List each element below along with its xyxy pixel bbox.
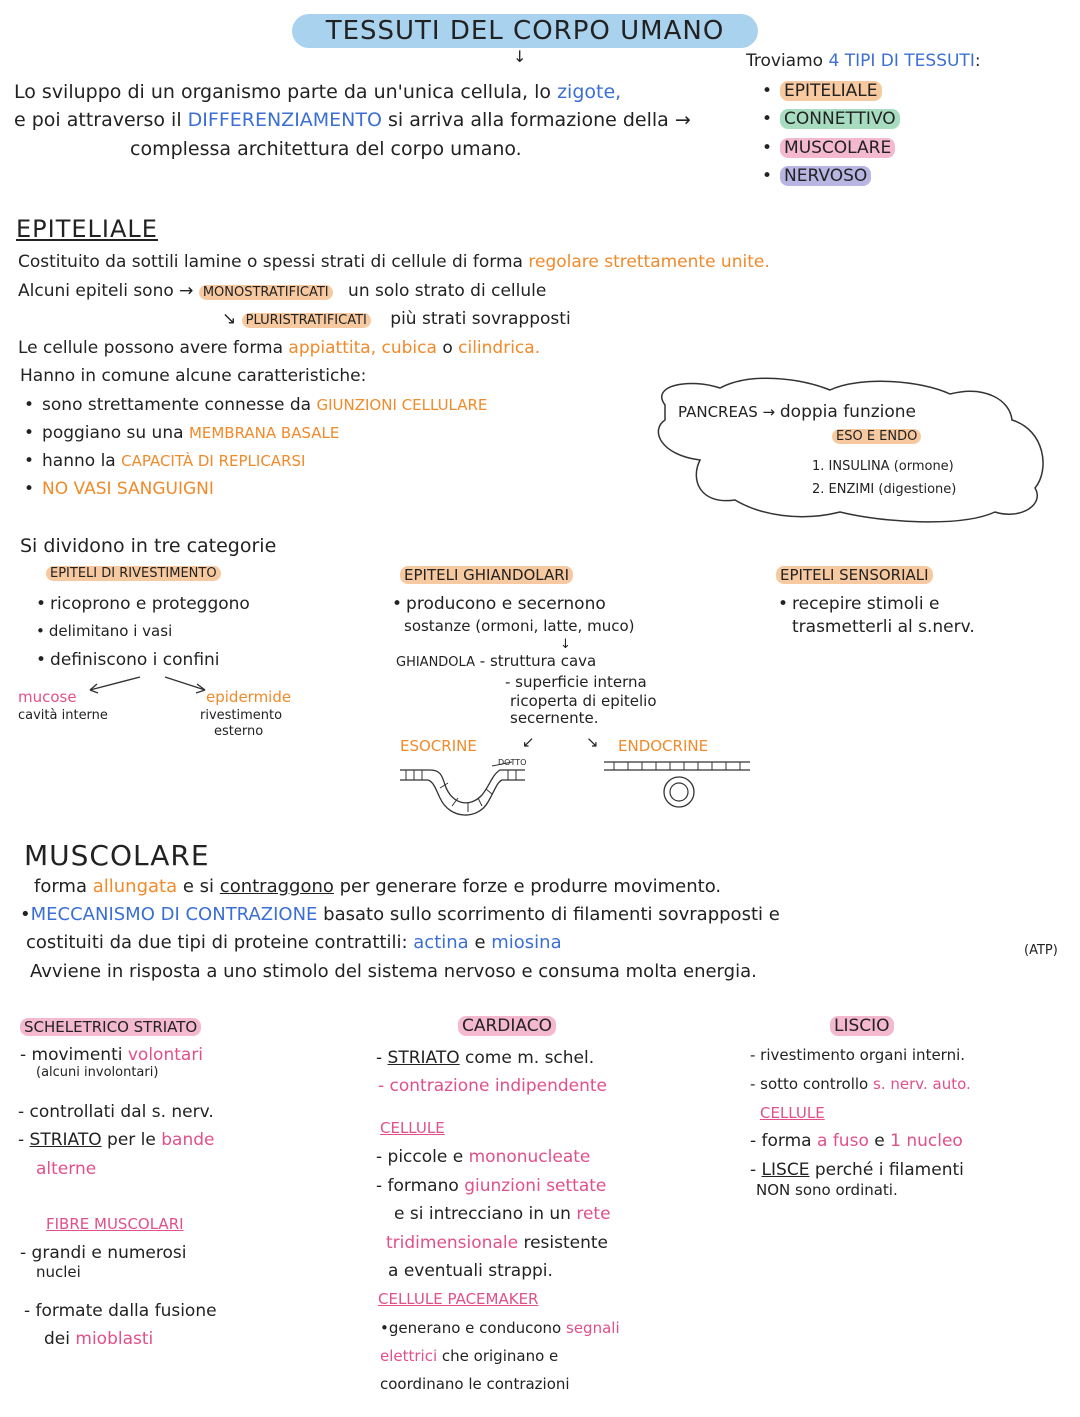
pancreas-title: PANCREAS → doppia funzione xyxy=(678,402,917,422)
rivestimento-item-3: • definiscono i confini xyxy=(36,650,220,670)
caratteristica-2: • poggiano su una MEMBRANA BASALE xyxy=(24,423,340,443)
pancreas-item-1: 1. INSULINA (ormone) xyxy=(812,459,954,474)
ghiandolari-heading: EPITELI GHIANDOLARI xyxy=(400,567,573,584)
cardiaco-item-1: - STRIATO come m. schel. xyxy=(376,1048,595,1068)
sensoriali-item-2: trasmetterli al s.nerv. xyxy=(792,617,975,637)
liscio-cellule-2: - LISCE perché i filamenti xyxy=(750,1160,964,1180)
scheletrico-item-3e: alterne xyxy=(36,1159,97,1179)
fibre-item-2b: dei mioblasti xyxy=(44,1329,154,1349)
fibre-item-1b: nuclei xyxy=(36,1263,81,1281)
atp-note: (ATP) xyxy=(1024,943,1058,958)
muscolare-heading: MUSCOLARE xyxy=(24,839,210,872)
epidermide-label: epidermide xyxy=(206,688,292,706)
rivestimento-item-2: • delimitano i vasi xyxy=(36,622,173,640)
arrow-icon: → xyxy=(179,281,199,301)
rivestimento-heading: EPITELI DI RIVESTIMENTO xyxy=(46,567,221,582)
epiteliale-heading: EPITELIALE xyxy=(16,215,158,243)
arrow-icon: ↘ xyxy=(586,733,599,751)
caratteristica-3: • hanno la CAPACITÀ DI REPLICARSI xyxy=(24,451,306,471)
alcuni-epiteli: Alcuni epiteli sono → MONOSTRATIFICATI un solo strato di cellule xyxy=(18,281,547,301)
cardiaco-cellule-heading: CELLULE xyxy=(380,1119,445,1137)
fibre-item-1: - grandi e numerosi xyxy=(20,1243,187,1263)
ghiandolari-item-1b: sostanze (ormoni, latte, muco) xyxy=(404,617,635,635)
cardiaco-item-2: - contrazione indipendente xyxy=(378,1076,608,1096)
epidermide-desc-1: rivestimento xyxy=(200,708,283,723)
pacemaker-heading: CELLULE PACEMAKER xyxy=(378,1290,539,1308)
type-nervoso: • NERVOSO xyxy=(762,167,871,187)
liscio-item-2: - sotto controllo s. nerv. auto. xyxy=(750,1075,971,1093)
muscolare-line-2: •MECCANISMO DI CONTRAZIONE basato sullo scorrimento di filamenti sovrapposti e xyxy=(20,904,780,925)
ghiandola-line: GHIANDOLA - struttura cava xyxy=(396,652,597,670)
zigote-term: zigote, xyxy=(557,81,622,103)
fibre-item-2: - formate dalla fusione xyxy=(24,1301,217,1321)
intro-line-3: complessa architettura del corpo umano. xyxy=(130,138,522,160)
intro-line-1: Lo sviluppo di un organismo parte da un'unica cellula, lo zigote, xyxy=(14,81,622,103)
liscio-heading: LISCIO xyxy=(830,1017,894,1037)
cardiaco-cellule-4: tridimensionale resistente xyxy=(386,1233,608,1253)
liscio-cellule-heading: CELLULE xyxy=(760,1104,825,1122)
arrow-icon: ↘ xyxy=(222,309,242,329)
mucose-label: mucose xyxy=(18,688,77,706)
right-arrow-icon: → xyxy=(674,109,691,131)
scheletrico-heading: SCHELETRICO STRIATO xyxy=(20,1019,201,1036)
endocrine-label: ENDOCRINE xyxy=(618,737,709,755)
scheletrico-item-1c: (alcuni involontari) xyxy=(36,1065,159,1080)
intro-line-2: e poi attraverso il DIFFERENZIAMENTO si arriva alla formazione della → xyxy=(14,109,691,131)
down-arrow-icon: ↓ xyxy=(560,637,571,652)
forma-line: Le cellule possono avere forma appiattita, cubica o cilindrica. xyxy=(18,338,541,358)
cardiaco-cellule-1: - piccole e mononucleate xyxy=(376,1147,591,1167)
rivestimento-item-1: • ricoprono e proteggono xyxy=(36,594,250,614)
muscolare-line-4: Avviene in risposta a uno stimolo del sistema nervoso e consuma molta energia. xyxy=(30,961,757,982)
type-connettivo: • CONNETTIVO xyxy=(762,110,900,130)
arrow-icon: → xyxy=(762,403,776,421)
caratteristica-4: • NO VASI SANGUIGNI xyxy=(24,479,214,499)
scheletrico-item-1: - movimenti volontari xyxy=(20,1045,204,1065)
type-muscolare: • MUSCOLARE xyxy=(762,139,895,159)
superficie-2: ricoperta di epitelio xyxy=(510,692,657,710)
pancreas-eso-endo: ESO E ENDO xyxy=(832,430,921,445)
superficie-1: - superficie interna xyxy=(505,673,647,691)
cardiaco-heading: CARDIACO xyxy=(458,1017,556,1037)
dotto-label: DOTTO xyxy=(498,758,527,767)
epiteliale-definition: Costituito da sottili lamine o spessi strati di cellule di forma regolare strettamente unite. xyxy=(18,252,770,272)
liscio-cellule-1: - forma a fuso e 1 nucleo xyxy=(750,1131,963,1151)
liscio-item-1: - rivestimento organi interni. xyxy=(750,1046,966,1064)
sensoriali-item-1: • recepire stimoli e xyxy=(778,594,940,614)
superficie-3: secernente. xyxy=(510,709,599,727)
esocrine-gland-drawing xyxy=(400,770,525,803)
muscolare-line-3: costituiti da due tipi di proteine contrattili: actina e miosina xyxy=(26,932,562,953)
pacemaker-item-2: elettrici che originano e xyxy=(380,1347,559,1365)
caratteristica-1: • sono strettamente connesse da GIUNZIONI CELLULARE xyxy=(24,395,488,415)
muscolare-line-1: forma allungata e si contraggono per generare forze e produrre movimento. xyxy=(34,876,722,897)
epidermide-desc-2: esterno xyxy=(214,724,264,739)
page-title: TESSUTI DEL CORPO UMANO xyxy=(292,14,758,48)
categorie-line: Si dividono in tre categorie xyxy=(20,535,277,557)
types-heading: Troviamo 4 TIPI DI TESSUTI: xyxy=(746,51,981,71)
sensoriali-heading: EPITELI SENSORIALI xyxy=(776,567,933,584)
mucose-desc: cavità interne xyxy=(18,708,108,723)
cardiaco-cellule-5: a eventuali strappi. xyxy=(388,1261,553,1281)
type-epiteliale: • EPITELIALE xyxy=(762,82,882,102)
down-arrow-icon: ↓ xyxy=(513,47,527,66)
pancreas-item-2: 2. ENZIMI (digestione) xyxy=(812,482,957,497)
scheletrico-item-2: - controllati dal s. nerv. xyxy=(18,1102,214,1122)
liscio-cellule-3: NON sono ordinati. xyxy=(756,1181,898,1199)
pluristratificati-line: ↘ PLURISTRATIFICATI più strati sovrapposti xyxy=(222,309,571,329)
ghiandolari-item-1: • producono e secernono xyxy=(392,594,606,614)
fibre-heading: FIBRE MUSCOLARI xyxy=(46,1215,184,1233)
pacemaker-item-1: •generano e conducono segnali xyxy=(380,1319,620,1337)
differenziamento-term: DIFFERENZIAMENTO xyxy=(187,109,382,131)
cardiaco-cellule-2: - formano giunzioni settate xyxy=(376,1176,607,1196)
pacemaker-item-3: coordinano le contrazioni xyxy=(380,1375,570,1393)
arrow-icon: ↙ xyxy=(522,733,535,751)
scheletrico-item-3: - STRIATO per le bande xyxy=(18,1130,215,1150)
caratteristiche-line: Hanno in comune alcune caratteristiche: xyxy=(20,366,367,386)
cardiaco-cellule-3: e si intrecciano in un rete xyxy=(394,1204,611,1224)
esocrine-label: ESOCRINE xyxy=(400,737,477,755)
endocrine-gland-drawing xyxy=(604,762,750,770)
